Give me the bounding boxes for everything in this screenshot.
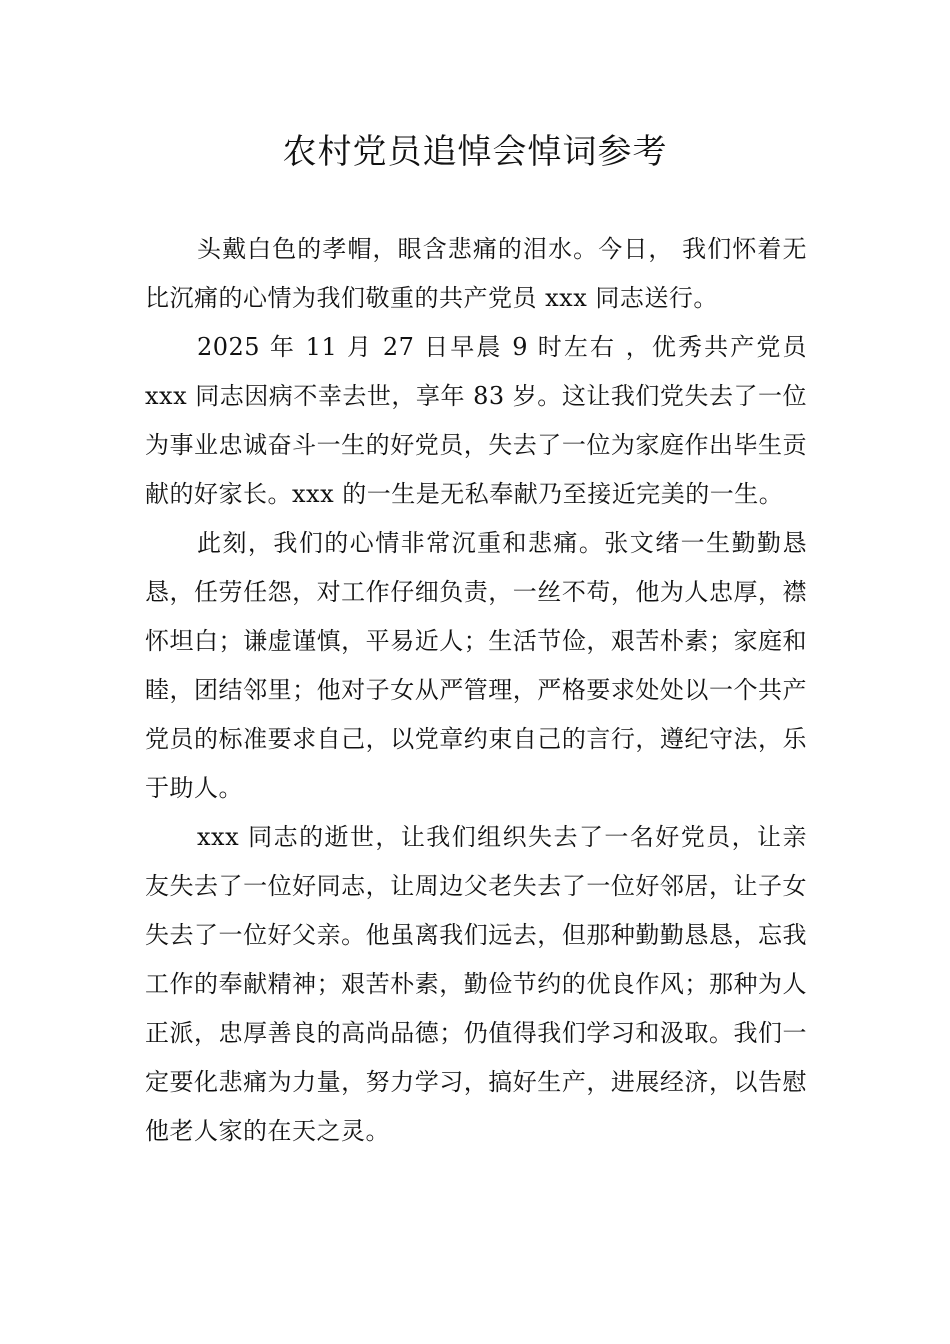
- paragraph-3: 此刻，我们的心情非常沉重和悲痛。张文绪一生勤勤恳恳，任劳任怨，对工作仔细负责，一丝不苟，他为人忠厚，襟怀坦白；谦虚谨慎，平易近人；生活节俭，艰苦朴素；家庭和睦，团结邻里；他对子女从严管理，严格要求处处以一个共产党员的标准要求自己，以党章约束自己的言行，遵纪守法，乐于助人。: [145, 529, 807, 802]
- paragraph-2: 2025 年 11 月 27 日早晨 9 时左右 ，优秀共产党员 xxx 同志因病不幸去世，享年 83 岁。这让我们党失去了一位为事业忠诚奋斗一生的好党员，失去了一位为家庭作出毕生贡献的好家长。xxx 的一生是无私奉献乃至接近完美的一生。: [145, 333, 807, 508]
- document-body: [145, 225, 807, 1156]
- paragraph-4: xxx 同志的逝世，让我们组织失去了一名好党员，让亲友失去了一位好同志，让周边父老失去了一位好邻居，让子女失去了一位好父亲。他虽离我们远去，但那种勤勤恳恳，忘我工作的奉献精神；艰苦朴素，勤俭节约的优良作风；那种为人正派，忠厚善良的高尚品德；仍值得我们学习和汲取。我们一定要化悲痛为力量，努力学习，搞好生产，进展经济，以告慰他老人家的在天之灵。: [145, 823, 807, 1145]
- paragraph-1: 头戴白色的孝帽，眼含悲痛的泪水。今日， 我们怀着无比沉痛的心情为我们敬重的共产党员 xxx 同志送行。: [145, 235, 807, 312]
- document-title: 农村党员追悼会悼词参考: [282, 132, 668, 172]
